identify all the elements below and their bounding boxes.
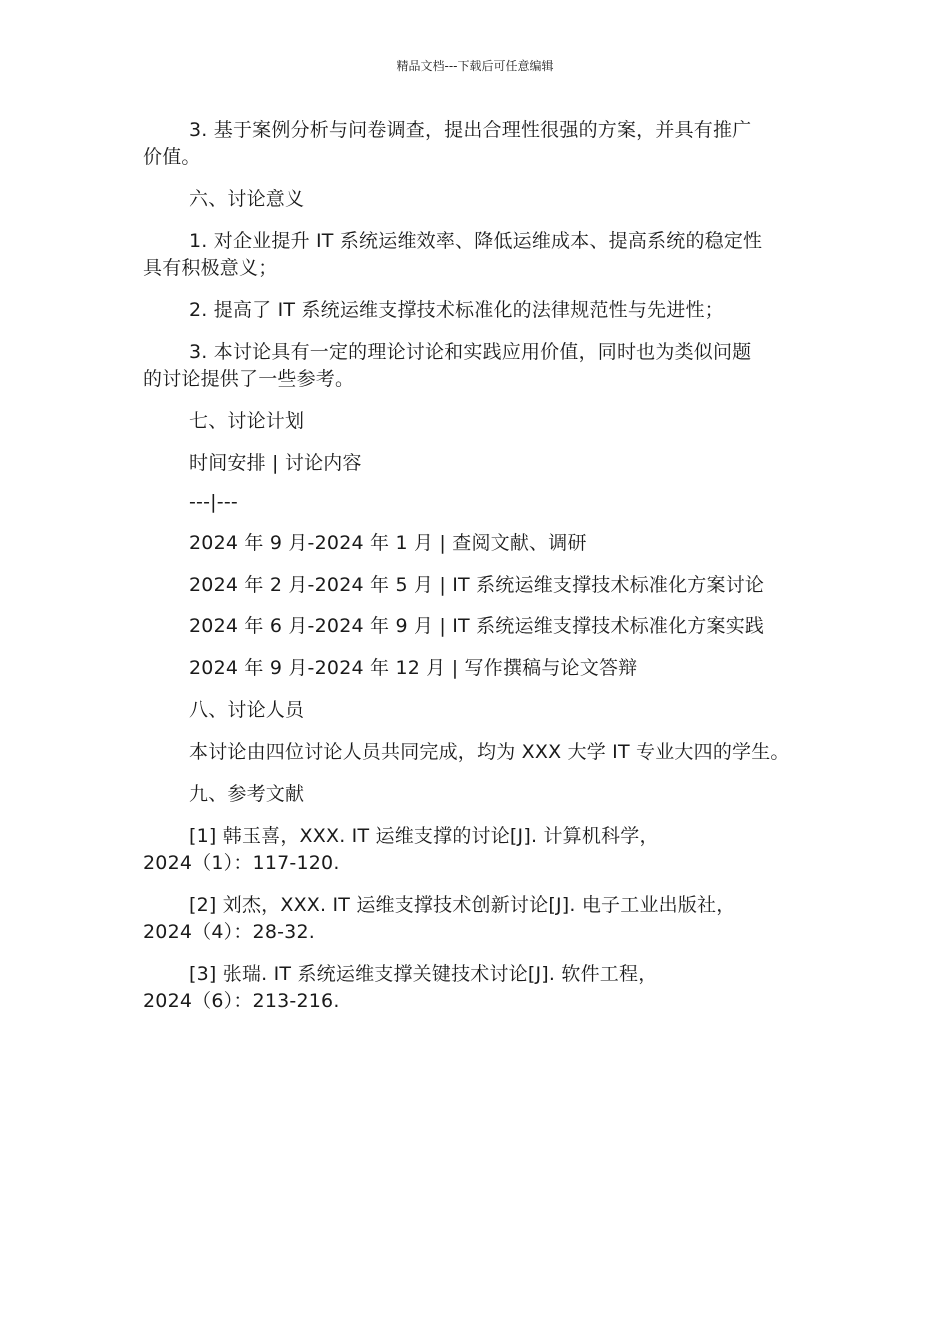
- table-row: 2024 年 2 月-2024 年 5 月 | IT 系统运维支撑技术标准化方案讨论: [189, 574, 765, 596]
- text-line: 本讨论由四位讨论人员共同完成，均为 XXX 大学 IT 专业大四的学生。: [189, 741, 790, 763]
- text-line: 1. 对企业提升 IT 系统运维效率、降低运维成本、提高系统的稳定性: [189, 230, 763, 252]
- reference-item: 2024（6）：213-216.: [143, 990, 340, 1012]
- table-row: 2024 年 9 月-2024 年 12 月 | 写作撰稿与论文答辩: [189, 657, 638, 679]
- reference-item: [1] 韩玉喜，XXX. IT 运维支撑的讨论[J]. 计算机科学，: [189, 825, 659, 847]
- text-line: 2. 提高了 IT 系统运维支撑技术标准化的法律规范性与先进性；: [189, 299, 724, 321]
- section-heading: 九、参考文献: [189, 783, 305, 805]
- text-line: 价值。: [143, 146, 201, 168]
- table-header-row: 时间安排 | 讨论内容: [189, 452, 362, 474]
- section-heading: 七、讨论计划: [189, 410, 305, 432]
- text-line: 3. 本讨论具有一定的理论讨论和实践应用价值，同时也为类似问题: [189, 341, 752, 363]
- page-header: 精品文档---下载后可任意编辑: [396, 59, 554, 73]
- text-line: 具有积极意义；: [143, 257, 278, 279]
- text-line: 的讨论提供了一些参考。: [143, 368, 355, 390]
- section-heading: 六、讨论意义: [189, 188, 305, 210]
- reference-item: 2024（4）：28-32.: [143, 921, 315, 943]
- reference-item: [2] 刘杰，XXX. IT 运维支撑技术创新讨论[J]. 电子工业出版社，: [189, 894, 736, 916]
- table-row: 2024 年 6 月-2024 年 9 月 | IT 系统运维支撑技术标准化方案实践: [189, 615, 765, 637]
- table-separator-row: ---|---: [189, 491, 238, 513]
- section-heading: 八、讨论人员: [189, 699, 305, 721]
- reference-item: 2024（1）：117-120.: [143, 852, 340, 874]
- reference-item: [3] 张瑞. IT 系统运维支撑关键技术讨论[J]. 软件工程，: [189, 963, 658, 985]
- text-line: 3. 基于案例分析与问卷调查，提出合理性很强的方案，并具有推广: [189, 119, 752, 141]
- table-row: 2024 年 9 月-2024 年 1 月 | 查阅文献、调研: [189, 532, 587, 554]
